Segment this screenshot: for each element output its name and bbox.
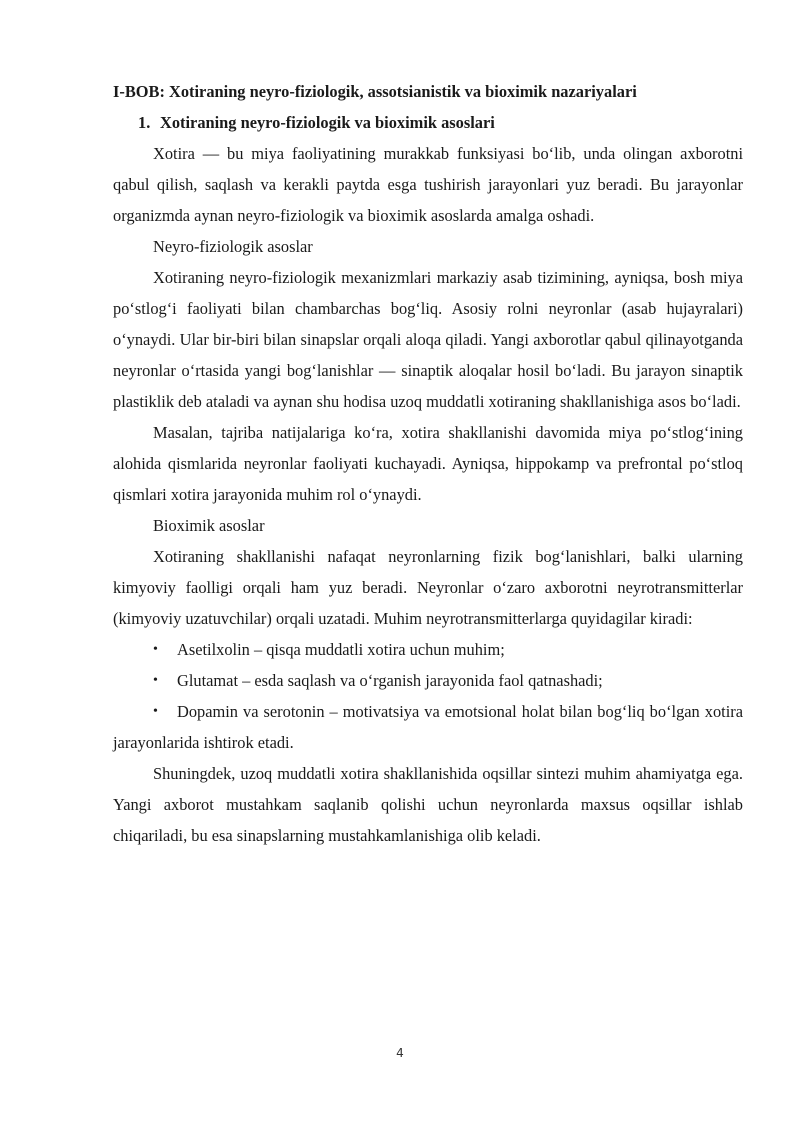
subheading-neuro: Neyro-fiziologik asoslar [153, 237, 313, 256]
paragraph-bio-1: Xotiraning shakllanishi nafaqat neyronlarning fizik bog‘lanishlari, balki ularning kimyoviy faolligi orqali ham yuz beradi. Neyronlar o‘zaro axborotni neyrotransmitterlar (kimyoviy uzatuvchilar) orqali uzatadi. Muhim neyrotransmitterlarga quyidagilar kiradi: [113, 547, 743, 628]
page-number: 4 [396, 1046, 404, 1060]
bullet-icon: • [153, 673, 158, 688]
paragraph-neuro-2: Masalan, tajriba natijalariga ko‘ra, xotira shakllanishi davomida miya po‘stlog‘ining alohida qismlarida neyronlar faoliyati kuchayadi. Ayniqsa, hippokamp va prefrontal po‘stloq qismlari xotira jarayonida muhim rol o‘ynaydi. [113, 423, 743, 504]
list-item [113, 665, 743, 696]
list-item-text: Glutamat – esda saqlash va o‘rganish jarayonida faol qatnashadi; [177, 671, 603, 690]
bullet-icon: • [153, 704, 158, 719]
paragraph-intro: Xotira — bu miya faoliyatining murakkab funksiyasi bo‘lib, unda olingan axborotni qabul qilish, saqlash va kerakli paytda esga tushirish jarayonlari yuz beradi. Bu jarayonlar organizmda aynan neyro-fiziologik va bioximik asoslarda amalga oshadi. [113, 144, 743, 225]
list-item [113, 696, 743, 758]
list-item [113, 634, 743, 665]
bullet-icon: • [153, 642, 158, 657]
page-content [113, 76, 743, 851]
paragraph-neuro-1: Xotiraning neyro-fiziologik mexanizmlari markaziy asab tizimining, ayniqsa, bosh miya po‘stlog‘i faoliyati bilan chambarchas bog‘liq. Asosiy rolni neyronlar (asab hujayralari) o‘ynaydi. Ular bir-biri bilan sinapslar orqali aloqa qiladi. Yangi axborotlar qabul qilinayotganda neyronlar o‘rtasida yangi bog‘lanishlar — sinaptik aloqalar hosil bo‘ladi. Bu jarayon sinaptik plastiklik deb ataladi va aynan shu hodisa uzoq muddatli xotiraning shakllanishiga asos bo‘ladi. [113, 268, 743, 411]
section-heading [113, 107, 743, 138]
paragraph-closing: Shuningdek, uzoq muddatli xotira shakllanishida oqsillar sintezi muhim ahamiyatga ega. Yangi axborot mustahkam saqlanib qolishi uchun neyronlarda maxsus oqsillar ishlab chiqariladi, bu esa sinapslarning mustahkamlanishiga olib keladi. [113, 764, 743, 845]
section-number: 1. [138, 113, 151, 132]
neurotransmitter-list [113, 634, 743, 758]
section-title: Xotiraning neyro-fiziologik va bioximik asoslari [160, 113, 495, 132]
subheading-bio: Bioximik asoslar [153, 516, 265, 535]
list-item-text: Asetilxolin – qisqa muddatli xotira uchun muhim; [177, 640, 505, 659]
list-item-text: Dopamin va serotonin – motivatsiya va emotsional holat bilan bog‘liq bo‘lgan xotira jarayonlarida ishtirok etadi. [113, 702, 743, 752]
chapter-title: I-BOB: Xotiraning neyro-fiziologik, assotsianistik va bioximik nazariyalari [113, 82, 637, 101]
